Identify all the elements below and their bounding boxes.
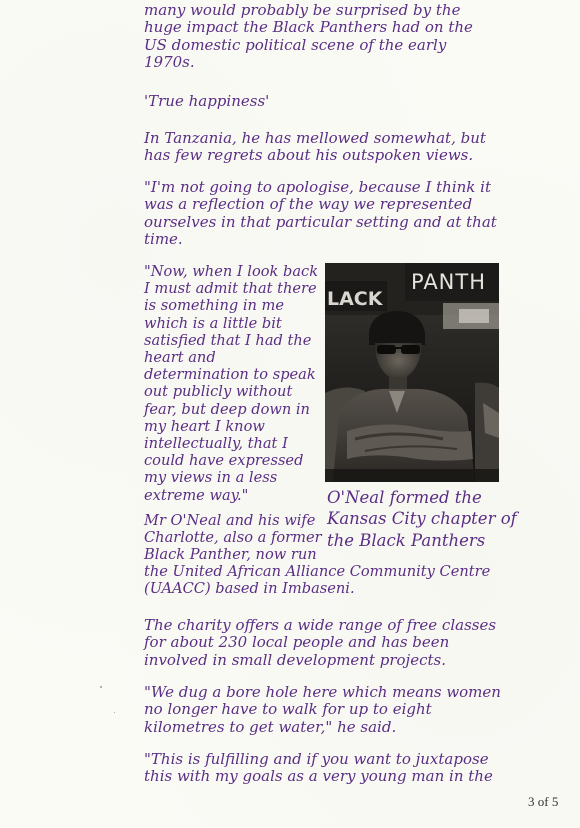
article-paragraph: In Tanzania, he has mellowed somewhat, but has few regrets about his outspoken views. (144, 129, 486, 165)
sign-text-left: LACK (327, 288, 383, 310)
article-paragraph: many would probably be surprised by the huge impact the Black Panthers had on the US domestic political scene of the early 1970s. (144, 1, 473, 72)
section-subheading: 'True happiness' (144, 92, 270, 110)
quote-paragraph: "This is fulfilling and if you want to juxtapose this with my goals as a very young man in the (144, 750, 493, 786)
article-paragraph: Mr O'Neal and his wife Charlotte, also a former Black Panther, now run (144, 512, 322, 564)
photo-caption: O'Neal formed the Kansas City chapter of the Black Panthers (327, 488, 517, 550)
scan-speck (114, 712, 115, 713)
quote-paragraph: "I'm not going to apologise, because I think it was a reflection of the way we represented ourselves in that particular setting and at that time. (144, 178, 497, 249)
article-paragraph-continued: the United African Alliance Community Centre (UAACC) based in Imbaseni. (144, 563, 491, 598)
scan-speck (100, 686, 102, 688)
quote-paragraph: "We dug a bore hole here which means women no longer have to walk for up to eight kilometres to get water," he said. (144, 683, 501, 736)
article-paragraph: The charity offers a wide range of free classes for about 230 local people and has been involved in small development projects. (144, 616, 497, 669)
page-number: 3 of 5 (528, 794, 559, 809)
article-photo (325, 263, 499, 482)
quote-paragraph: "Now, when I look back I must admit that there is something in me which is a little bit satisfied that I had the heart and determination to speak out publicly without fear, but deep down in my heart I know intellectually, that I could have expressed my views in a less extreme way." (144, 263, 319, 504)
sign-text-right: PANTH (411, 270, 487, 294)
